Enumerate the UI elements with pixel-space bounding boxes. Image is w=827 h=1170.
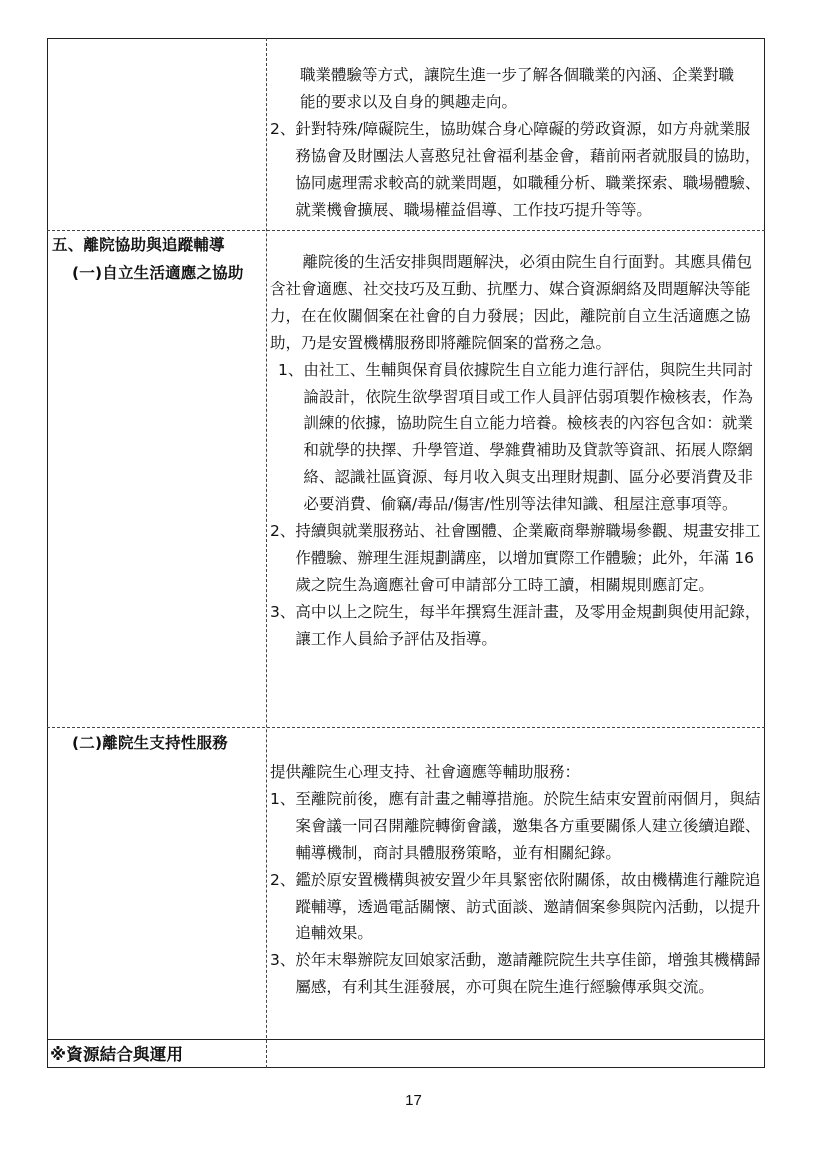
row-divider <box>47 1039 765 1040</box>
item-text: 由社工、生輔與保育員依據院生自立能力進行評估，與院生共同討論設計，依院生欲學習項目或工作人員評估弱項製作檢核表，作為訓練的依據，協助院生自立能力培養。檢核表的內容包含如：就業和就學的抉擇、升學管道、學雜費補助及貸款等資訊、拓展人際網絡、認識社區資源、每月收入與支出理財規劃、區分必要消費及非必要消費、偷竊/毒品/傷害/性別等法律知識、租屋注意事項等。 <box>303 360 753 514</box>
item-number: 2、 <box>270 870 296 889</box>
list-item <box>270 599 762 653</box>
item-text: 於年末舉辦院友回娘家活動，邀請離院院生共享佳節，增強其機構歸屬感，有利其生涯發展，亦可與在院生進行經驗傳承與交流。 <box>295 951 761 997</box>
intro-paragraph: 離院後的生活安排與問題解決，必須由院生自行面對。其應具備包含社會適應、社交技巧及互動、抗壓力、媒合資源網絡及問題解決等能力，在在攸關個案在社會的自力發展；因此，離院前自立生活適應之協助，乃是安置機構服務即將離院個案的當務之急。 <box>270 253 753 352</box>
item-number: 1、 <box>270 789 296 808</box>
list-item <box>270 357 762 518</box>
list-item <box>270 867 762 948</box>
item-number: 2、 <box>270 522 296 541</box>
item-number: 1、 <box>278 360 304 379</box>
continuation-line: 能的要求以及自身的興趣走向。 <box>300 92 518 111</box>
list-item <box>270 518 762 599</box>
subsection-content <box>270 249 762 653</box>
section-heading: ※資源結合與運用 <box>50 1045 184 1064</box>
item-text: 高中以上之院生，每半年撰寫生涯計畫，及零用金規劃與使用記錄，讓工作人員給予評估及指導。 <box>295 602 761 648</box>
subsection-heading: (一)自立生活適應之協助 <box>72 264 244 282</box>
list-item <box>270 116 762 224</box>
item-number: 3、 <box>270 951 296 970</box>
item-text: 針對特殊/障礙院生，協助媒合身心障礙的勞政資源，如方舟就業服務協會及財團法人喜憨兒社會福利基金會，藉前兩者就服員的協助，協同處理需求較高的就業問題，如職種分析、職業探索、職場體驗、就業機會擴展、職場權益倡導、工作技巧提升等等。 <box>295 119 761 219</box>
continuation-block <box>270 62 762 223</box>
page-number: 17 <box>405 1092 422 1109</box>
list-item <box>270 947 762 1001</box>
list-item <box>270 786 762 867</box>
subsection-heading: (二)離院生支持性服務 <box>72 734 228 752</box>
section-heading: 五、離院協助與追蹤輔導 <box>52 236 225 254</box>
item-text: 至離院前後，應有計畫之輔導措施。於院生結束安置前兩個月，與結案會議一同召開離院轉銜會議，邀集各方重要關係人建立後續追蹤、輔導機制，商討具體服務策略，並有相關紀錄。 <box>295 789 761 862</box>
item-text: 持續與就業服務站、社會團體、企業廠商舉辦職場參觀、規畫安排工作體驗、辦理生涯規劃講座，以增加實際工作體驗；此外，年滿 16 歲之院生為適應社會可申請部分工時工讀，相關規則應訂定。 <box>295 522 761 594</box>
item-text: 鑑於原安置機構與被安置少年具緊密依附關係，故由機構進行離院追蹤輔導，透過電話關懷、訪式面談、邀請個案參與院內活動，以提升追輔效果。 <box>295 870 761 943</box>
continuation-line: 職業體驗等方式，讓院生進一步了解各個職業的內涵、企業對職 <box>300 66 735 84</box>
row-divider <box>47 727 765 728</box>
item-number: 2、 <box>270 119 296 138</box>
column-divider <box>266 38 267 1068</box>
row-divider <box>47 230 765 231</box>
intro-line: 提供離院生心理支持、社會適應等輔助服務： <box>270 763 581 781</box>
subsection-content <box>270 759 762 1001</box>
item-number: 3、 <box>270 602 296 621</box>
